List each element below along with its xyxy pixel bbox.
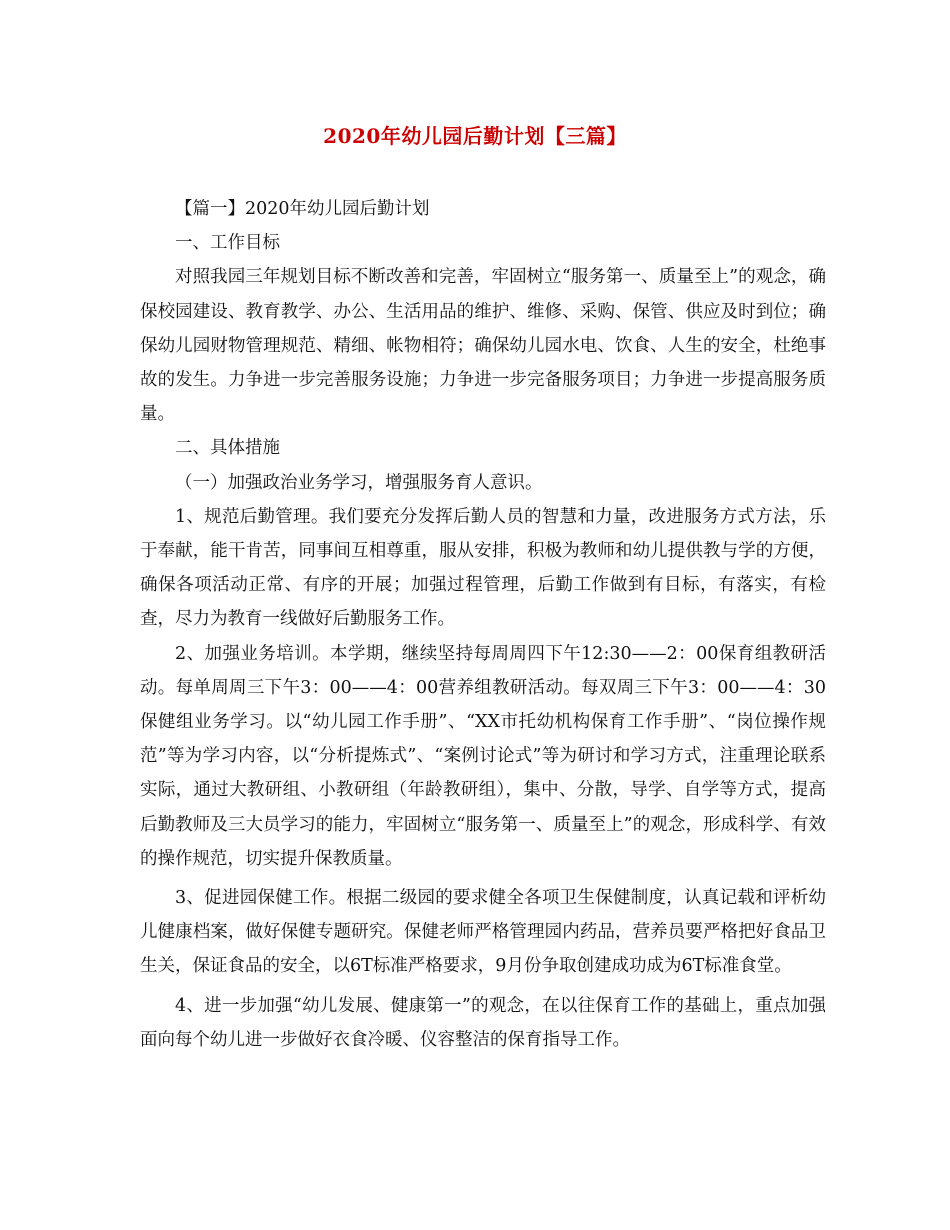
heading-specific-measures: 二、具体措施: [175, 438, 280, 459]
paragraph-measure-1: 1、规范后勤管理。我们要充分发挥后勤人员的智慧和力量，改进服务方式方法，乐于奉献，能干肯苦，同事间互相尊重，服从安排，积极为教师和幼儿提供教与学的方便，确保各项活动正常、有序的开展；加强过程管理，后勤工作做到有目标，有落实，有检查，尽力为教育一线做好后勤服务工作。: [140, 506, 826, 630]
paragraph-measure-3: 3、促进园保健工作。根据二级园的要求健全各项卫生保健制度，认真记载和评析幼儿健康档案，做好保健专题研究。保健老师严格管理园内药品，营养员要严格把好食品卫生关，保证食品的安全，以6T标准严格要求，9月份争取创建成功成为6T标准食堂。: [140, 888, 826, 977]
paragraph-measure-4: 4、进一步加强“幼儿发展、健康第一”的观念，在以往保育工作的基础上，重点加强面向每个幼儿进一步做好衣食冷暖、仪容整洁的保育指导工作。: [140, 995, 826, 1050]
subheading-political-study: （一）加强政治业务学习，增强服务育人意识。: [175, 472, 543, 493]
document-title: 2020年幼儿园后勤计划【三篇】: [323, 124, 627, 148]
section-heading-part-one: 【篇一】2020年幼儿园后勤计划: [175, 199, 430, 219]
document-body: [140, 192, 826, 1057]
heading-work-goals: 一、工作目标: [175, 233, 280, 254]
paragraph-work-goals: 对照我园三年规划目标不断改善和完善，牢固树立“服务第一、质量至上”的观念，确保校园建设、教育教学、办公、生活用品的维护、维修、采购、保管、供应及时到位；确保幼儿园财物管理规范、精细、帐物相符；确保幼儿园水电、饮食、人生的安全，杜绝事故的发生。力争进一步完善服务设施；力争进一步完备服务项目；力争进一步提高服务质量。: [140, 267, 826, 425]
paragraph-measure-2: 2、加强业务培训。本学期，继续坚持每周周四下午12:30——2：00保育组教研活动。每单周周三下午3：00——4：00营养组教研活动。每双周三下午3：00——4：30保健组业务学习。以“幼儿园工作手册”、“XX市托幼机构保育工作手册”、“岗位操作规范”等为学习内容，以“分析提炼式”、“案例讨论式”等为研讨和学习方式，注重理论联系实际，通过大教研组、小教研组（年龄教研组），集中、分散，导学、自学等方式，提高后勤教师及三大员学习的能力，牢固树立“服务第一、质量至上”的观念，形成科学、有效的操作规范，切实提升保教质量。: [140, 643, 826, 869]
